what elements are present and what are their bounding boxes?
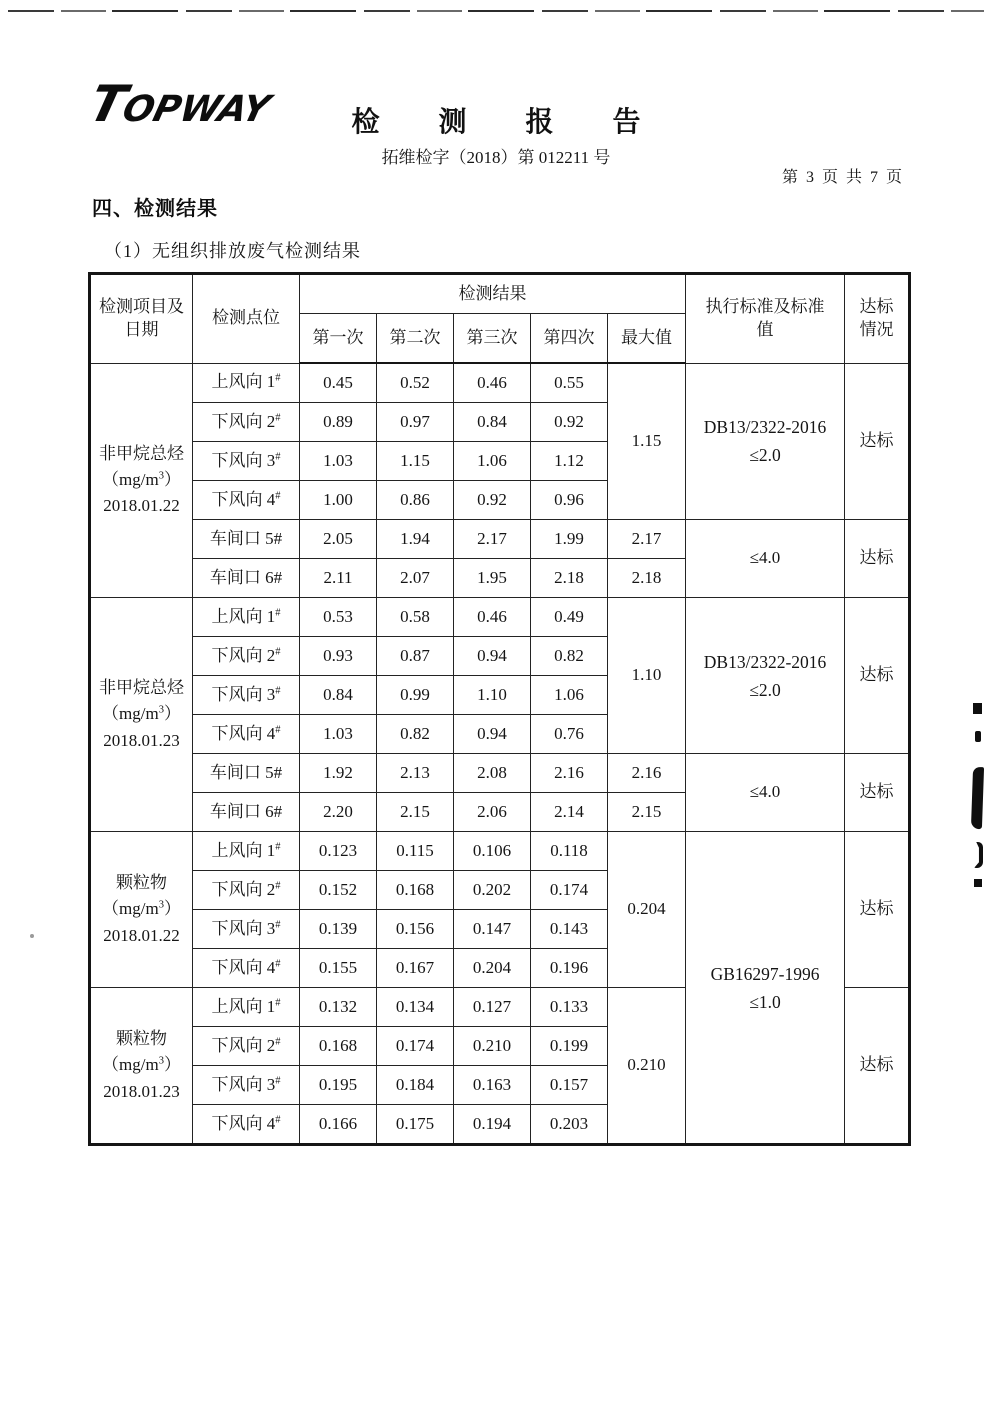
standard-cell: ≤4.0 [686, 754, 845, 832]
value-cell: 0.168 [300, 1027, 377, 1066]
value-cell: 0.87 [377, 637, 454, 676]
header-time1: 第一次 [300, 314, 377, 364]
value-cell: 0.96 [531, 481, 608, 520]
item-name: 颗粒物 [116, 1028, 167, 1048]
value-cell: 0.99 [377, 676, 454, 715]
point-cell: 车间口 5# [193, 520, 300, 559]
value-cell: 2.08 [454, 754, 531, 793]
status-cell: 达标 [845, 754, 910, 832]
value-cell: 0.46 [454, 598, 531, 637]
table-row [90, 520, 910, 559]
max-cell: 1.10 [608, 598, 686, 754]
item-date: 2018.01.23 [103, 1081, 180, 1101]
value-cell: 0.55 [531, 363, 608, 403]
value-cell: 0.86 [377, 481, 454, 520]
page-indicator: 第 3 页 共 7 页 [781, 169, 904, 186]
value-cell: 2.20 [300, 793, 377, 832]
header-results: 检测结果 [300, 274, 686, 314]
value-cell: 0.168 [377, 871, 454, 910]
header-status: 达标情况 [845, 274, 910, 364]
point-cell: 上风向 1# [193, 832, 300, 871]
header-time4: 第四次 [531, 314, 608, 364]
value-cell: 0.202 [454, 871, 531, 910]
scan-speck [30, 934, 34, 938]
point-cell: 下风向 2# [193, 871, 300, 910]
value-cell: 2.05 [300, 520, 377, 559]
value-cell: 0.147 [454, 910, 531, 949]
value-cell: 1.12 [531, 442, 608, 481]
value-cell: 0.82 [377, 715, 454, 754]
value-cell: 0.58 [377, 598, 454, 637]
value-cell: 0.194 [454, 1105, 531, 1145]
value-cell: 1.03 [300, 442, 377, 481]
value-cell: 2.06 [454, 793, 531, 832]
standard-cell: DB13/2322-2016 ≤2.0 [686, 598, 845, 754]
value-cell: 1.94 [377, 520, 454, 559]
value-cell: 0.143 [531, 910, 608, 949]
value-cell: 0.93 [300, 637, 377, 676]
point-cell: 下风向 2# [193, 403, 300, 442]
value-cell: 0.76 [531, 715, 608, 754]
report-number: 拓维检字（2018）第 012211 号 [381, 148, 611, 167]
table-row [90, 754, 910, 793]
header-standard: 执行标准及标准值 [686, 274, 845, 364]
value-cell: 1.06 [454, 442, 531, 481]
point-cell: 上风向 1# [193, 363, 300, 403]
value-cell: 0.166 [300, 1105, 377, 1145]
value-cell: 1.95 [454, 559, 531, 598]
value-cell: 1.92 [300, 754, 377, 793]
value-cell: 1.06 [531, 676, 608, 715]
item-cell-pm1 [90, 832, 193, 988]
report-title: 检 测 报 告 [351, 107, 667, 138]
value-cell: 0.84 [300, 676, 377, 715]
value-cell: 0.132 [300, 988, 377, 1027]
value-cell: 0.123 [300, 832, 377, 871]
value-cell: 1.99 [531, 520, 608, 559]
table-row [90, 363, 910, 403]
max-cell: 0.204 [608, 832, 686, 988]
value-cell: 0.45 [300, 363, 377, 403]
value-cell: 0.133 [531, 988, 608, 1027]
value-cell: 0.97 [377, 403, 454, 442]
item-unit: $(mg/m^3)$ [102, 704, 181, 724]
point-cell: 上风向 1# [193, 598, 300, 637]
value-cell: 2.14 [531, 793, 608, 832]
item-name: 非甲烷总烃 [99, 443, 184, 463]
point-cell: 下风向 2# [193, 637, 300, 676]
value-cell: 0.127 [454, 988, 531, 1027]
table-row [90, 598, 910, 637]
value-cell: 0.203 [531, 1105, 608, 1145]
value-cell: 0.157 [531, 1066, 608, 1105]
point-cell: 上风向 1# [193, 988, 300, 1027]
header-item: 检测项目及日期 [90, 274, 193, 364]
value-cell: 0.139 [300, 910, 377, 949]
point-cell: 下风向 3# [193, 910, 300, 949]
value-cell: 1.00 [300, 481, 377, 520]
point-cell: 下风向 3# [193, 442, 300, 481]
value-cell: 2.17 [454, 520, 531, 559]
value-cell: 0.167 [377, 949, 454, 988]
item-name: 非甲烷总烃 [99, 677, 184, 697]
status-cell: 达标 [845, 520, 910, 598]
value-cell: 0.210 [454, 1027, 531, 1066]
item-cell-pm2 [90, 988, 193, 1145]
standard-cell: DB13/2322-2016 ≤2.0 [686, 363, 845, 520]
value-cell: 0.94 [454, 715, 531, 754]
value-cell: 0.53 [300, 598, 377, 637]
value-cell: 0.152 [300, 871, 377, 910]
max-cell: 2.16 [608, 754, 686, 793]
value-cell: 1.03 [300, 715, 377, 754]
table-header-row-1 [90, 274, 910, 314]
max-cell: 2.18 [608, 559, 686, 598]
point-cell: 下风向 4# [193, 1105, 300, 1145]
value-cell: 0.184 [377, 1066, 454, 1105]
scan-artifact [975, 731, 981, 742]
scan-artifact [974, 879, 982, 887]
value-cell: 2.07 [377, 559, 454, 598]
value-cell: 0.175 [377, 1105, 454, 1145]
scan-artifact [971, 767, 984, 829]
value-cell: 0.199 [531, 1027, 608, 1066]
point-cell: 下风向 3# [193, 676, 300, 715]
value-cell: 0.49 [531, 598, 608, 637]
value-cell: 0.134 [377, 988, 454, 1027]
max-cell: 2.17 [608, 520, 686, 559]
item-cell-nmhc2 [90, 598, 193, 832]
value-cell: 2.16 [531, 754, 608, 793]
results-table [88, 272, 911, 1146]
value-cell: 2.15 [377, 793, 454, 832]
value-cell: 0.196 [531, 949, 608, 988]
scan-artifact [973, 703, 982, 714]
value-cell: 0.84 [454, 403, 531, 442]
point-cell: 车间口 6# [193, 559, 300, 598]
point-cell: 下风向 4# [193, 481, 300, 520]
value-cell: 0.46 [454, 363, 531, 403]
max-cell: 0.210 [608, 988, 686, 1145]
item-name: 颗粒物 [116, 872, 167, 892]
standard-cell-pm: GB16297-1996 ≤1.0 [686, 832, 845, 1145]
value-cell: 0.174 [531, 871, 608, 910]
value-cell: 0.156 [377, 910, 454, 949]
value-cell: 1.15 [377, 442, 454, 481]
status-cell: 达标 [845, 598, 910, 754]
header-time2: 第二次 [377, 314, 454, 364]
value-cell: 0.155 [300, 949, 377, 988]
value-cell: 0.92 [454, 481, 531, 520]
item-date: 2018.01.23 [103, 730, 180, 750]
item-date: 2018.01.22 [103, 496, 180, 516]
point-cell: 下风向 2# [193, 1027, 300, 1066]
value-cell: 2.13 [377, 754, 454, 793]
scan-artifact-top [8, 10, 984, 12]
value-cell: 0.82 [531, 637, 608, 676]
item-unit: $(mg/m^3)$ [102, 470, 181, 490]
table-row [90, 832, 910, 871]
scan-artifact [974, 842, 983, 868]
item-cell-nmhc1 [90, 363, 193, 598]
value-cell: 0.204 [454, 949, 531, 988]
max-cell: 1.15 [608, 363, 686, 520]
section-heading: 四、检测结果 [92, 198, 218, 220]
header-time3: 第三次 [454, 314, 531, 364]
value-cell: 0.89 [300, 403, 377, 442]
value-cell: 0.163 [454, 1066, 531, 1105]
value-cell: 0.92 [531, 403, 608, 442]
value-cell: 0.94 [454, 637, 531, 676]
status-cell: 达标 [845, 988, 910, 1145]
value-cell: 2.11 [300, 559, 377, 598]
value-cell: 0.195 [300, 1066, 377, 1105]
status-cell: 达标 [845, 832, 910, 988]
header-point: 检测点位 [193, 274, 300, 364]
point-cell: 下风向 4# [193, 949, 300, 988]
point-cell: 下风向 4# [193, 715, 300, 754]
status-cell: 达标 [845, 363, 910, 520]
company-logo-text: TOPWAY [83, 75, 274, 133]
header-max: 最大值 [608, 314, 686, 364]
item-unit: $(mg/m^3)$ [102, 1055, 181, 1075]
value-cell: 2.18 [531, 559, 608, 598]
standard-cell: ≤4.0 [686, 520, 845, 598]
value-cell: 0.115 [377, 832, 454, 871]
value-cell: 1.10 [454, 676, 531, 715]
subsection-heading: （1）无组织排放废气检测结果 [104, 241, 361, 261]
value-cell: 0.174 [377, 1027, 454, 1066]
item-date: 2018.01.22 [103, 925, 180, 945]
value-cell: 0.118 [531, 832, 608, 871]
value-cell: 0.106 [454, 832, 531, 871]
point-cell: 车间口 5# [193, 754, 300, 793]
max-cell: 2.15 [608, 793, 686, 832]
point-cell: 下风向 3# [193, 1066, 300, 1105]
point-cell: 车间口 6# [193, 793, 300, 832]
value-cell: 0.52 [377, 363, 454, 403]
item-unit: $(mg/m^3)$ [102, 899, 181, 919]
